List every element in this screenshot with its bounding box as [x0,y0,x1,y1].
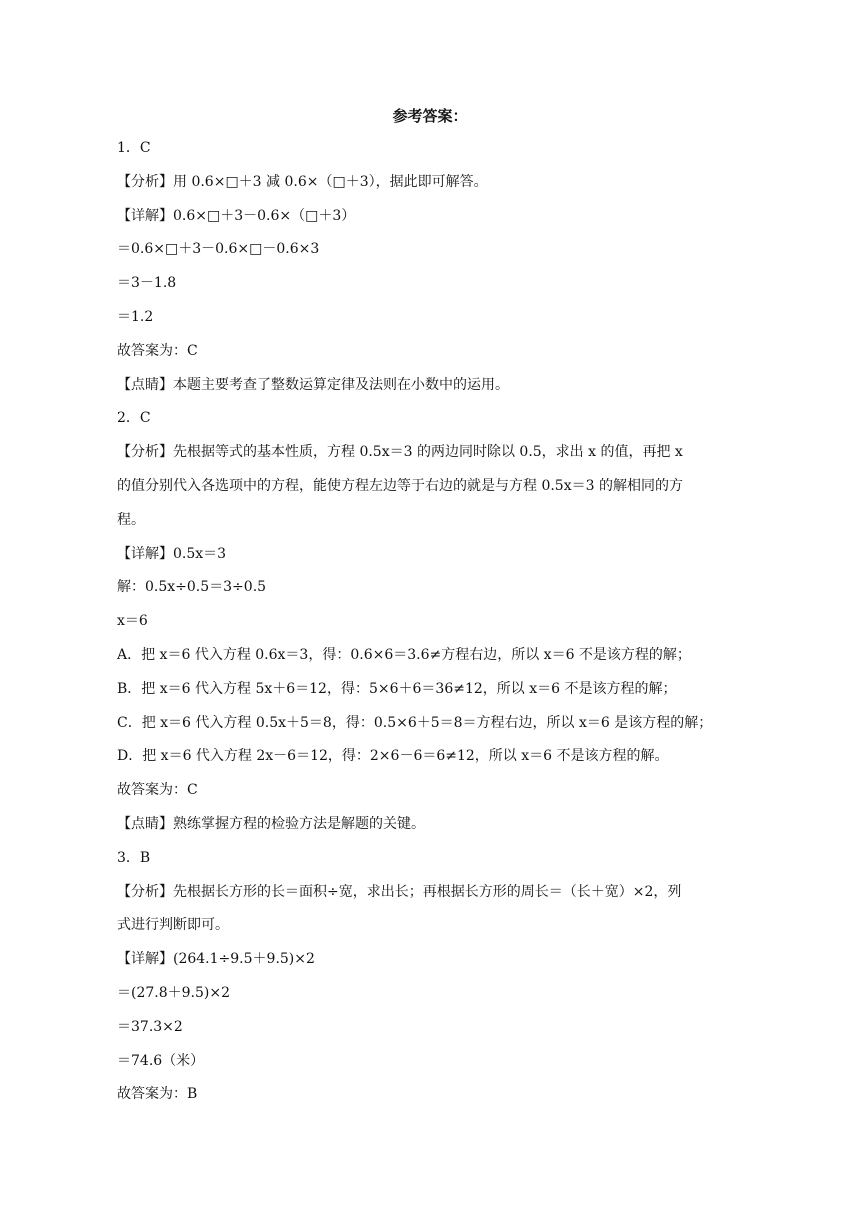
answer-1-header: 1．C [117,140,151,156]
answer-3-analysis: 式进行判断即可。 [117,917,229,934]
page-title: 参考答案： [392,107,468,125]
answer-2-detail: 【详解】0.5x＝3 [117,545,227,562]
answer-2-header: 2．C [117,410,151,427]
answer-content [117,132,739,1112]
answer-2-comment: 【点睛】熟练掌握方程的检验方法是解题的关键。 [117,815,425,832]
answer-1-step: ＝3－1.8 [117,275,177,292]
answer-1-result: 故答案为：C [117,342,198,359]
answer-2-option-a: A．把 x＝6 代入方程 0.6x＝3，得：0.6×6＝3.6≠方程右边，所以 x＝6 不是该方程的解； [117,646,691,663]
answer-2-option-c: C．把 x＝6 代入方程 0.5x＋5＝8，得：0.5×6＋5＝8＝方程右边，所以 x＝6 是该方程的解； [117,714,713,731]
answer-3-step: ＝(27.8＋9.5)×2 [117,984,230,1001]
answer-2-analysis: 的值分别代入各选项中的方程，能使方程左边等于右边的就是与方程 0.5x＝3 的解相同的方 [117,477,683,494]
answer-3-result: 故答案为：B [117,1086,198,1103]
answer-1-analysis: 【分析】用 0.6×□＋3 减 0.6×（□＋3），据此即可解答。 [117,173,488,190]
answer-3-step: ＝74.6（米） [117,1052,205,1069]
answer-1-comment: 【点睛】本题主要考查了整数运算定律及法则在小数中的运用。 [117,376,509,393]
answer-2-option-b: B．把 x＝6 代入方程 5x＋6＝12，得：5×6＋6＝36≠12，所以 x＝6 不是该方程的解； [117,680,677,697]
answer-1-step: ＝1.2 [117,308,154,325]
answer-2-result: 故答案为：C [117,782,198,799]
answer-1-detail: 【详解】0.6×□＋3－0.6×（□＋3） [117,207,356,224]
answer-2-analysis: 程。 [117,511,145,528]
answer-2-option-d: D．把 x＝6 代入方程 2x－6＝12，得：2×6－6＝6≠12，所以 x＝6 不是该方程的解。 [117,748,669,765]
answer-1-step: ＝0.6×□＋3－0.6×□－0.6×3 [117,241,320,258]
answer-2-step: 解：0.5x÷0.5＝3÷0.5 [117,579,267,596]
answer-3-analysis: 【分析】先根据长方形的长＝面积÷宽，求出长；再根据长方形的周长＝（长＋宽）×2，列 [117,883,682,900]
answer-2-analysis: 【分析】先根据等式的基本性质，方程 0.5x＝3 的两边同时除以 0.5，求出 x 的值，再把 x [117,444,683,461]
answer-3-header: 3．B [117,849,151,866]
answer-3-detail: 【详解】(264.1÷9.5＋9.5)×2 [117,951,315,968]
answer-2-step: x＝6 [117,613,148,630]
answer-3-step: ＝37.3×2 [117,1018,183,1035]
